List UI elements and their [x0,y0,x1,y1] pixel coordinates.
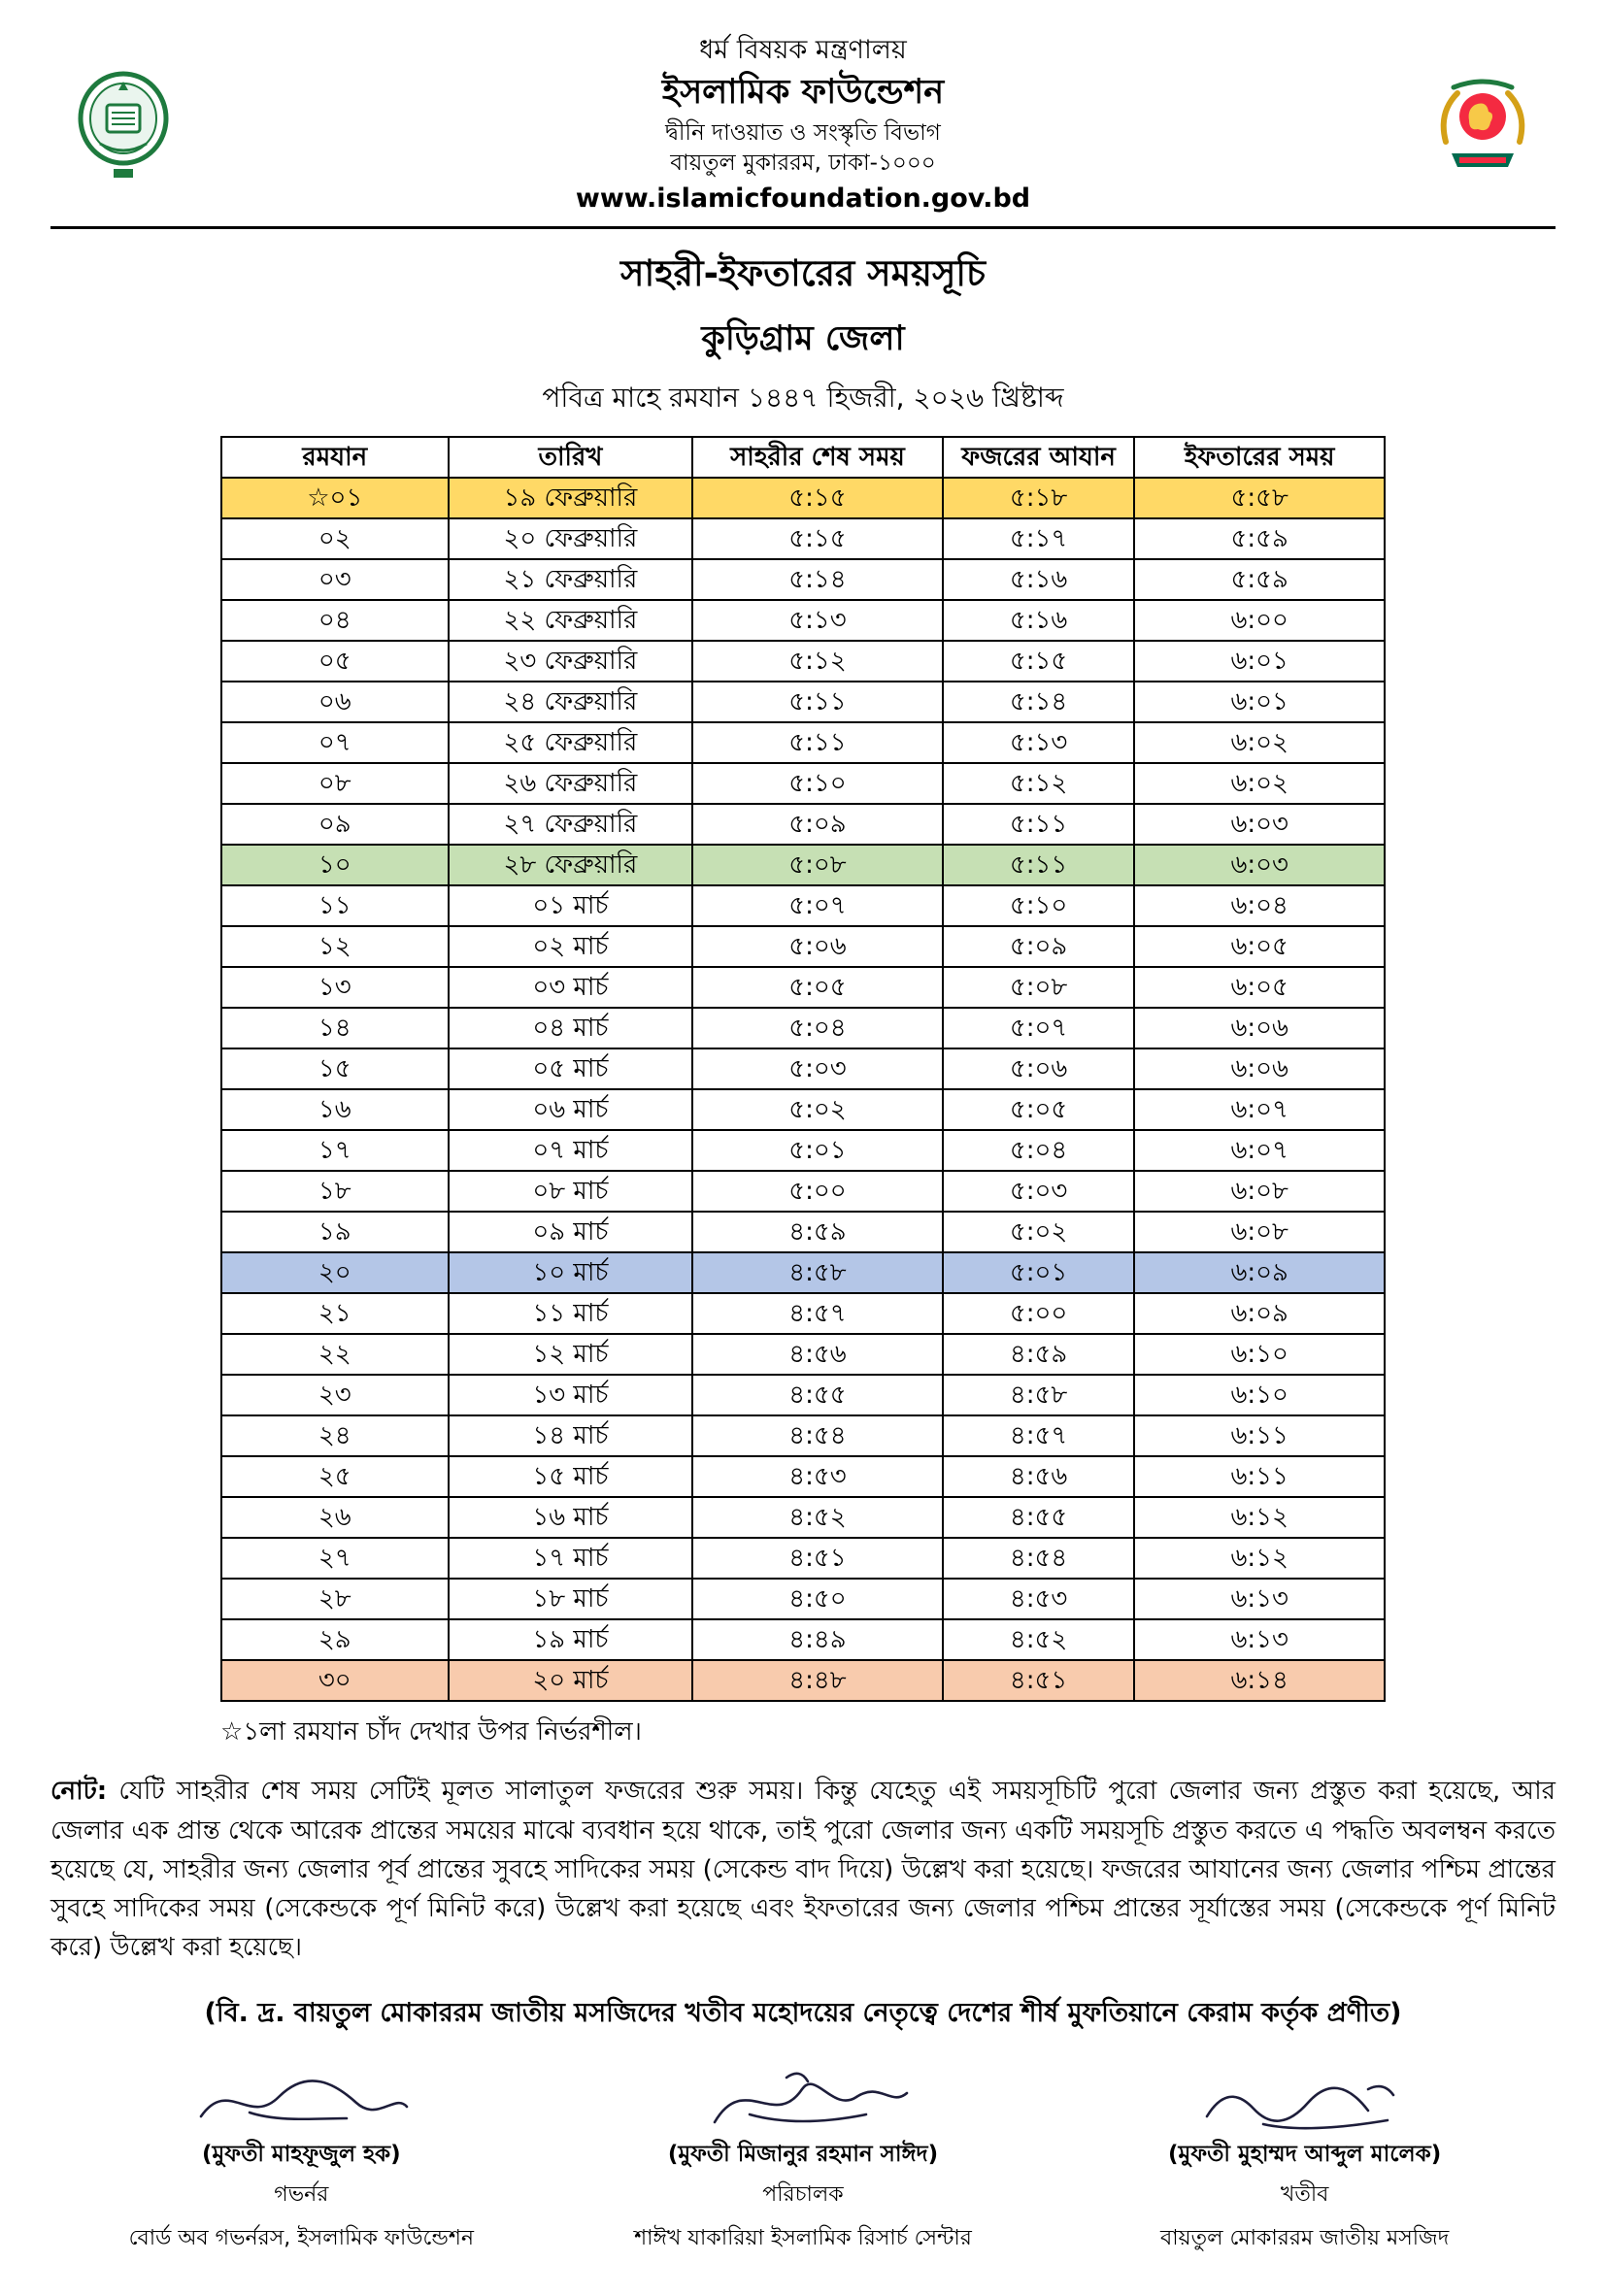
cell-sehri: ৫:০৬ [692,926,943,967]
signature-row [50,2062,1556,2257]
cell-ramadan: ১৯ [221,1212,449,1252]
cell-ramadan: ১৬ [221,1089,449,1130]
cell-iftar: ৬:০৩ [1134,804,1385,845]
cell-date: ২২ ফেব্রুয়ারি [449,600,693,641]
organization-name: ইসলামিক ফাউন্ডেশন [661,73,945,113]
signatory-title: পরিচালক [762,2181,844,2207]
cell-sehri: ৫:০৯ [692,804,943,845]
cell-fajr: ৫:০৪ [943,1130,1135,1171]
cell-date: ২৬ ফেব্রুয়ারি [449,763,693,804]
table-row [221,518,1385,559]
cell-iftar: ৬:১৩ [1134,1579,1385,1619]
table-row [221,1252,1385,1293]
cell-iftar: ৬:০৫ [1134,967,1385,1008]
cell-ramadan: ১৭ [221,1130,449,1171]
cell-iftar: ৬:০২ [1134,722,1385,763]
cell-fajr: ৫:১২ [943,763,1135,804]
cell-sehri: ৪:৫৯ [692,1212,943,1252]
cell-sehri: ৫:১৫ [692,478,943,518]
table-row [221,967,1385,1008]
cell-iftar: ৬:১০ [1134,1334,1385,1375]
cell-ramadan: ০৩ [221,559,449,600]
table-row [221,1334,1385,1375]
col-header-iftar-time: ইফতারের সময় [1134,437,1385,478]
cell-ramadan: ১৫ [221,1048,449,1089]
cell-iftar: ৬:১০ [1134,1375,1385,1415]
signature-block-director [589,2062,1017,2257]
cell-fajr: ৪:৫৭ [943,1415,1135,1456]
signature-block-khatib [1091,2062,1519,2257]
table-row [221,1579,1385,1619]
cell-fajr: ৫:০১ [943,1252,1135,1293]
cell-iftar: ৬:১৪ [1134,1660,1385,1701]
cell-sehri: ৫:১১ [692,722,943,763]
cell-date: ১০ মার্চ [449,1252,693,1293]
table-row [221,926,1385,967]
cell-date: ১১ মার্চ [449,1293,693,1334]
cell-iftar: ৬:১২ [1134,1538,1385,1579]
table-row [221,1171,1385,1212]
table-row [221,1130,1385,1171]
cell-date: ০১ মার্চ [449,885,693,926]
cell-fajr: ৫:০২ [943,1212,1135,1252]
cell-ramadan: ০৬ [221,682,449,722]
cell-date: ০৮ মার্চ [449,1171,693,1212]
moon-sighting-footnote: ☆১লা রমযান চাঁদ দেখার উপর নির্ভরশীল। [220,1717,642,1747]
note-text: যেটি সাহরীর শেষ সময় সেটিই মূলত সালাতুল ফজরের শুরু সময়। কিন্তু যেহেতু এই সময়সূচিটি পুরো জেলার জন্য প্রস্তুত করা হয়েছে, আর জেলার এক প্রান্ত থেকে আরেক প্রান্তের সময়ের মাঝে ব্যবধান হয়ে থাকে, তাই পুরো জেলার জন্য একটি সময়সূচি প্রস্তুত করতে এ পদ্ধতি অবলম্বন করতে হয়েছে যে, সাহরীর জন্য জেলার পূর্ব প্রান্তের সুবহে সাদিকের সময় (সেকেন্ড বাদ দিয়ে) উল্লেখ করা হয়েছে। ফজরের আযানের জন্য জেলার পশ্চিম প্রান্তের সুবহে সাদিকের সময় (সেকেন্ডকে পূর্ণ মিনিট করে) উল্লেখ করা হয়েছে এবং ইফতারের জন্য জেলার পশ্চিম প্রান্তের সূর্যাস্তের সময় (সেকেন্ডকে পূর্ণ মিনিট করে) উল্লেখ করা হয়েছে। [50,1777,1556,1963]
table-row [221,682,1385,722]
col-header-ramadan: রমযান [221,437,449,478]
table-row [221,559,1385,600]
cell-ramadan: ০৮ [221,763,449,804]
cell-date: ০২ মার্চ [449,926,693,967]
cell-iftar: ৬:০৯ [1134,1252,1385,1293]
cell-ramadan: ১১ [221,885,449,926]
cell-date: ১২ মার্চ [449,1334,693,1375]
cell-iftar: ৬:০০ [1134,600,1385,641]
cell-ramadan: ১৪ [221,1008,449,1048]
table-row [221,1497,1385,1538]
cell-fajr: ৫:০০ [943,1293,1135,1334]
cell-ramadan: ২১ [221,1293,449,1334]
page-title: সাহরী-ইফতারের সময়সূচি [620,252,986,295]
cell-iftar: ৬:০৭ [1134,1130,1385,1171]
col-header-sehri-end: সাহরীর শেষ সময় [692,437,943,478]
cell-iftar: ৫:৫৯ [1134,518,1385,559]
cell-ramadan: ২৮ [221,1579,449,1619]
cell-iftar: ৫:৫৮ [1134,478,1385,518]
cell-iftar: ৬:১১ [1134,1415,1385,1456]
cell-date: ১৯ মার্চ [449,1619,693,1660]
cell-date: ২৭ ফেব্রুয়ারি [449,804,693,845]
signatory-organization: শাঈখ যাকারিয়া ইসলামিক রিসার্চ সেন্টার [634,2225,972,2250]
cell-ramadan: ০৪ [221,600,449,641]
cell-ramadan: ০২ [221,518,449,559]
cell-iftar: ৬:১১ [1134,1456,1385,1497]
signature-handwriting-icon [87,2062,515,2134]
cell-ramadan: ২৯ [221,1619,449,1660]
cell-fajr: ৪:৫১ [943,1660,1135,1701]
cell-fajr: ৪:৫৮ [943,1375,1135,1415]
signatory-title: খতীব [1280,2181,1329,2207]
cell-sehri: ৫:১৫ [692,518,943,559]
website-link[interactable]: www.islamicfoundation.gov.bd [575,183,1031,214]
cell-sehri: ৫:০৪ [692,1008,943,1048]
cell-sehri: ৫:০৮ [692,845,943,885]
cell-sehri: ৪:৫৪ [692,1415,943,1456]
table-row [221,1415,1385,1456]
cell-iftar: ৬:০৯ [1134,1293,1385,1334]
cell-date: ২৪ ফেব্রুয়ারি [449,682,693,722]
signatory-name: (মুফতী মাহফূজুল হক) [201,2141,401,2167]
table-row [221,804,1385,845]
cell-ramadan: ৩০ [221,1660,449,1701]
cell-sehri: ৪:৫১ [692,1538,943,1579]
cell-sehri: ৪:৪৮ [692,1660,943,1701]
cell-sehri: ৫:০৭ [692,885,943,926]
cell-fajr: ৫:০৭ [943,1008,1135,1048]
table-row [221,722,1385,763]
cell-date: ১৪ মার্চ [449,1415,693,1456]
cell-iftar: ৬:০৮ [1134,1171,1385,1212]
cell-ramadan: ☆০১ [221,478,449,518]
cell-sehri: ৪:৫৬ [692,1334,943,1375]
cell-ramadan: ২৩ [221,1375,449,1415]
cell-fajr: ৪:৫৫ [943,1497,1135,1538]
cell-date: ০৫ মার্চ [449,1048,693,1089]
disclaimer-line: (বি. দ্র. বায়তুল মোকাররম জাতীয় মসজিদের খতীব মহোদয়ের নেতৃত্বে দেশের শীর্ষ মুফতিয়ানে কেরাম কর্তৃক প্রণীত) [204,1997,1402,2028]
note-label: নোট: [50,1777,108,1807]
cell-date: ০৭ মার্চ [449,1130,693,1171]
cell-fajr: ৫:০৮ [943,967,1135,1008]
cell-iftar: ৬:০১ [1134,682,1385,722]
cell-iftar: ৫:৫৯ [1134,559,1385,600]
header-divider [50,226,1556,229]
cell-iftar: ৬:০৭ [1134,1089,1385,1130]
table-row [221,641,1385,682]
cell-iftar: ৬:০১ [1134,641,1385,682]
document-header [50,33,1556,216]
cell-date: ২০ মার্চ [449,1660,693,1701]
cell-date: ১৭ মার্চ [449,1538,693,1579]
cell-fajr: ৪:৫৪ [943,1538,1135,1579]
cell-iftar: ৬:০৬ [1134,1048,1385,1089]
table-row [221,478,1385,518]
cell-fajr: ৫:১৮ [943,478,1135,518]
islamic-foundation-emblem-graphic [75,70,172,181]
signatory-name: (মুফতী মুহাম্মদ আব্দুল মালেক) [1168,2141,1442,2167]
note-paragraph [50,1772,1556,1967]
table-row [221,1293,1385,1334]
cell-sehri: ৪:৫৮ [692,1252,943,1293]
cell-ramadan: ১০ [221,845,449,885]
schedule-table-body [221,478,1385,1701]
cell-fajr: ৪:৫৯ [943,1334,1135,1375]
cell-sehri: ৪:৫২ [692,1497,943,1538]
cell-ramadan: ২৪ [221,1415,449,1456]
table-row [221,1660,1385,1701]
table-section [220,436,1386,1754]
cell-sehri: ৫:০৫ [692,967,943,1008]
table-row [221,1089,1385,1130]
cell-ramadan: ১৩ [221,967,449,1008]
bangladesh-government-emblem-graphic [1424,72,1541,179]
cell-iftar: ৬:০৩ [1134,845,1385,885]
table-row [221,1619,1385,1660]
table-row [221,1456,1385,1497]
header-text-block [196,33,1410,216]
cell-sehri: ৫:১৪ [692,559,943,600]
cell-fajr: ৫:১৩ [943,722,1135,763]
cell-ramadan: ১৮ [221,1171,449,1212]
cell-date: ২৫ ফেব্রুয়ারি [449,722,693,763]
address-line: বায়তুল মুকাররম, ঢাকা-১০০০ [670,150,936,176]
signatory-organization: বোর্ড অব গভর্নরস, ইসলামিক ফাউন্ডেশন [128,2225,475,2250]
cell-iftar: ৬:০৬ [1134,1008,1385,1048]
signatory-organization: বায়তুল মোকাররম জাতীয় মসজিদ [1160,2225,1450,2250]
cell-sehri: ৫:১১ [692,682,943,722]
table-row [221,885,1385,926]
cell-ramadan: ০৭ [221,722,449,763]
cell-fajr: ৫:১০ [943,885,1135,926]
cell-date: ২৮ ফেব্রুয়ারি [449,845,693,885]
cell-date: ২১ ফেব্রুয়ারি [449,559,693,600]
cell-date: ২০ ফেব্রুয়ারি [449,518,693,559]
cell-iftar: ৬:০৫ [1134,926,1385,967]
cell-date: ১৯ ফেব্রুয়ারি [449,478,693,518]
cell-date: ২৩ ফেব্রুয়ারি [449,641,693,682]
cell-sehri: ৫:০১ [692,1130,943,1171]
table-row [221,1538,1385,1579]
district-title: কুড়িগ্রাম জেলা [701,319,905,359]
bangladesh-government-logo [1410,72,1556,179]
cell-iftar: ৬:১৩ [1134,1619,1385,1660]
cell-fajr: ৫:১৪ [943,682,1135,722]
cell-sehri: ৪:৫০ [692,1579,943,1619]
cell-date: ০৪ মার্চ [449,1008,693,1048]
cell-ramadan: ২২ [221,1334,449,1375]
table-row [221,845,1385,885]
cell-fajr: ৫:১৫ [943,641,1135,682]
subtitle-ramadan-year: পবিত্র মাহে রমযান ১৪৪৭ হিজরী, ২০২৬ খ্রিষ্টাব্দ [542,382,1064,415]
cell-date: ০৯ মার্চ [449,1212,693,1252]
department-name: দ্বীনি দাওয়াত ও সংস্কৃতি বিভাগ [665,119,941,146]
cell-fajr: ৫:১১ [943,804,1135,845]
table-head [221,437,1385,478]
cell-ramadan: ০৫ [221,641,449,682]
cell-date: ১৫ মার্চ [449,1456,693,1497]
cell-ramadan: ১২ [221,926,449,967]
cell-date: ০৬ মার্চ [449,1089,693,1130]
cell-sehri: ৫:০২ [692,1089,943,1130]
cell-date: ১৮ মার্চ [449,1579,693,1619]
cell-iftar: ৬:০২ [1134,763,1385,804]
signature-block-governor [87,2062,515,2257]
cell-fajr: ৫:০৬ [943,1048,1135,1089]
table-row [221,1212,1385,1252]
cell-fajr: ৫:১৭ [943,518,1135,559]
table-row [221,600,1385,641]
signature-handwriting-icon [589,2062,1017,2134]
cell-sehri: ৫:০০ [692,1171,943,1212]
signatory-title: গভর্নর [274,2181,329,2207]
cell-iftar: ৬:১২ [1134,1497,1385,1538]
signatory-name: (মুফতী মিজানুর রহমান সাঈদ) [667,2141,939,2167]
cell-iftar: ৬:০৪ [1134,885,1385,926]
cell-sehri: ৪:৫৫ [692,1375,943,1415]
cell-fajr: ৪:৫২ [943,1619,1135,1660]
cell-date: ১৬ মার্চ [449,1497,693,1538]
cell-fajr: ৫:১৬ [943,600,1135,641]
cell-fajr: ৫:১১ [943,845,1135,885]
cell-sehri: ৫:১০ [692,763,943,804]
table-row [221,1008,1385,1048]
cell-fajr: ৪:৫৬ [943,1456,1135,1497]
cell-sehri: ৪:৪৯ [692,1619,943,1660]
ministry-name: ধর্ম বিষয়ক মন্ত্রণালয় [699,35,907,65]
cell-fajr: ৫:০৩ [943,1171,1135,1212]
cell-ramadan: ০৯ [221,804,449,845]
cell-fajr: ৫:১৬ [943,559,1135,600]
cell-sehri: ৫:১৩ [692,600,943,641]
cell-sehri: ৪:৫৭ [692,1293,943,1334]
cell-ramadan: ২৬ [221,1497,449,1538]
table-row [221,763,1385,804]
table-row [221,1375,1385,1415]
sehri-iftar-schedule-table [220,436,1386,1702]
cell-date: ০৩ মার্চ [449,967,693,1008]
cell-ramadan: ২০ [221,1252,449,1293]
cell-sehri: ৫:০৩ [692,1048,943,1089]
cell-fajr: ৪:৫৩ [943,1579,1135,1619]
table-header-row [221,437,1385,478]
cell-iftar: ৬:০৮ [1134,1212,1385,1252]
col-header-date: তারিখ [449,437,693,478]
cell-fajr: ৫:০৯ [943,926,1135,967]
cell-ramadan: ২৫ [221,1456,449,1497]
cell-date: ১৩ মার্চ [449,1375,693,1415]
cell-fajr: ৫:০৫ [943,1089,1135,1130]
col-header-fajr-azan: ফজরের আযান [943,437,1135,478]
islamic-foundation-logo [50,70,196,181]
cell-sehri: ৫:১২ [692,641,943,682]
cell-ramadan: ২৭ [221,1538,449,1579]
signature-handwriting-icon [1091,2062,1519,2134]
table-row [221,1048,1385,1089]
cell-sehri: ৪:৫৩ [692,1456,943,1497]
